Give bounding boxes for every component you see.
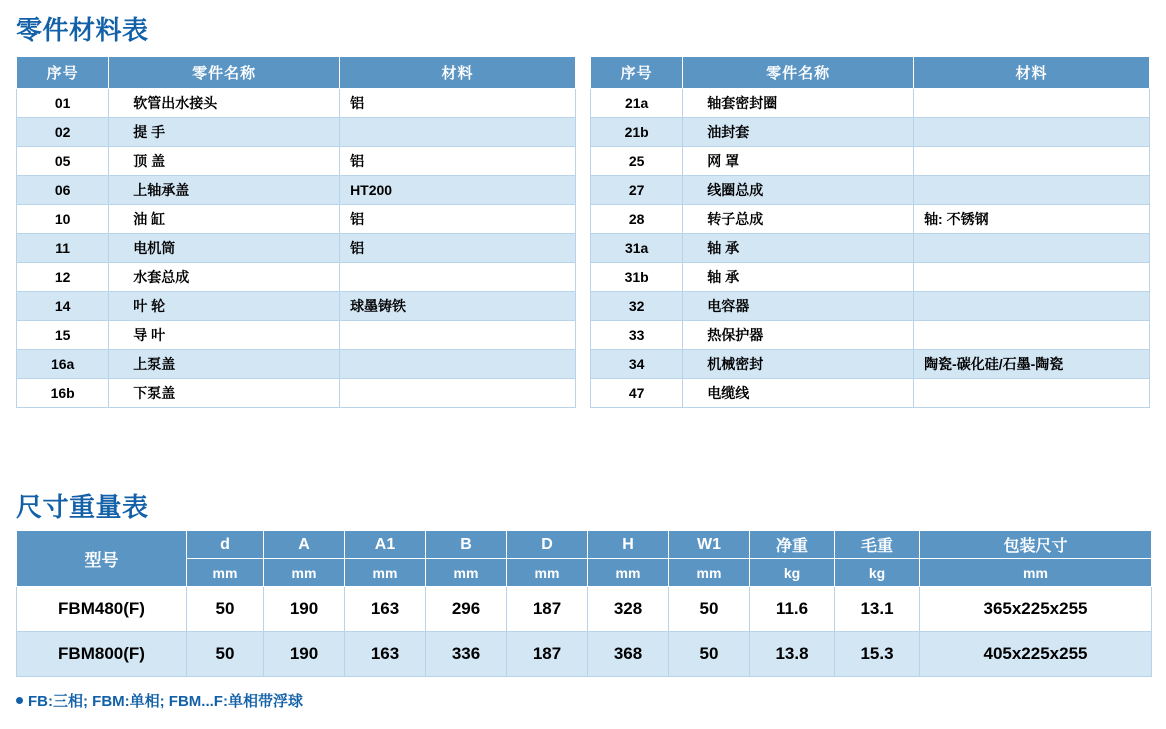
column-header-unit: mm xyxy=(345,559,426,587)
part-name-cell: 油封套 xyxy=(683,118,914,147)
dimensions-table xyxy=(16,530,1152,677)
part-no-cell: 25 xyxy=(591,147,683,176)
table-row xyxy=(17,234,576,263)
column-header-symbol: 净重 xyxy=(750,531,835,559)
part-no-cell: 21b xyxy=(591,118,683,147)
column-header-symbol: H xyxy=(588,531,669,559)
part-material-cell xyxy=(914,321,1150,350)
column-header-unit: mm xyxy=(588,559,669,587)
part-name-cell: 电缆线 xyxy=(683,379,914,408)
dimension-value-cell: 190 xyxy=(264,632,345,677)
parts-section-title: 零件材料表 xyxy=(16,15,149,45)
part-no-cell: 05 xyxy=(17,147,109,176)
table-row xyxy=(591,118,1150,147)
part-name-cell: 轴 承 xyxy=(683,263,914,292)
column-header-unit: mm xyxy=(187,559,264,587)
part-no-cell: 16b xyxy=(17,379,109,408)
table-row xyxy=(591,89,1150,118)
part-name-cell: 电容器 xyxy=(683,292,914,321)
column-header-unit: mm xyxy=(920,559,1152,587)
part-material-cell: 陶瓷-碳化硅/石墨-陶瓷 xyxy=(914,350,1150,379)
column-header-symbol: 包装尺寸 xyxy=(920,531,1152,559)
part-no-cell: 21a xyxy=(591,89,683,118)
parts-table-left xyxy=(16,56,576,408)
model-cell: FBM800(F) xyxy=(17,632,187,677)
column-header-unit: mm xyxy=(264,559,345,587)
table-row xyxy=(17,632,1152,677)
dimension-value-cell: 11.6 xyxy=(750,587,835,632)
dimension-value-cell: 328 xyxy=(588,587,669,632)
table-row xyxy=(591,147,1150,176)
table-row xyxy=(17,263,576,292)
part-name-cell: 软管出水接头 xyxy=(109,89,340,118)
dimension-value-cell: 50 xyxy=(187,587,264,632)
part-no-cell: 31b xyxy=(591,263,683,292)
dimension-value-cell: 50 xyxy=(187,632,264,677)
part-no-cell: 14 xyxy=(17,292,109,321)
part-name-cell: 上泵盖 xyxy=(109,350,340,379)
part-no-cell: 47 xyxy=(591,379,683,408)
table-row xyxy=(591,234,1150,263)
part-material-cell xyxy=(914,292,1150,321)
column-header-symbol: B xyxy=(426,531,507,559)
table-header-row xyxy=(591,57,1150,89)
table-row xyxy=(17,379,576,408)
part-name-cell: 提 手 xyxy=(109,118,340,147)
part-material-cell xyxy=(340,118,576,147)
table-row xyxy=(591,205,1150,234)
table-row xyxy=(17,587,1152,632)
dimension-value-cell: 13.1 xyxy=(835,587,920,632)
part-material-cell xyxy=(914,89,1150,118)
dimension-value-cell: 190 xyxy=(264,587,345,632)
table-row xyxy=(17,89,576,118)
part-no-cell: 12 xyxy=(17,263,109,292)
column-header-unit: mm xyxy=(426,559,507,587)
part-no-cell: 11 xyxy=(17,234,109,263)
column-header-name: 零件名称 xyxy=(109,57,340,89)
dimension-value-cell: 365x225x255 xyxy=(920,587,1152,632)
part-name-cell: 导 叶 xyxy=(109,321,340,350)
part-name-cell: 网 罩 xyxy=(683,147,914,176)
part-material-cell xyxy=(914,263,1150,292)
part-no-cell: 02 xyxy=(17,118,109,147)
part-material-cell: 铝 xyxy=(340,147,576,176)
table-row xyxy=(17,350,576,379)
dimensions-header-symbols xyxy=(17,531,1152,559)
part-no-cell: 15 xyxy=(17,321,109,350)
part-material-cell xyxy=(914,118,1150,147)
part-material-cell: 轴: 不锈钢 xyxy=(914,205,1150,234)
part-no-cell: 34 xyxy=(591,350,683,379)
part-material-cell xyxy=(340,350,576,379)
part-material-cell xyxy=(340,263,576,292)
part-no-cell: 27 xyxy=(591,176,683,205)
part-material-cell: 铝 xyxy=(340,234,576,263)
column-header-symbol: D xyxy=(507,531,588,559)
column-header-unit: mm xyxy=(669,559,750,587)
dimension-value-cell: 368 xyxy=(588,632,669,677)
part-material-cell xyxy=(914,147,1150,176)
part-no-cell: 33 xyxy=(591,321,683,350)
part-no-cell: 01 xyxy=(17,89,109,118)
table-row xyxy=(591,176,1150,205)
dimensions-section-title: 尺寸重量表 xyxy=(16,492,149,522)
dimension-value-cell: 296 xyxy=(426,587,507,632)
column-header-material: 材料 xyxy=(914,57,1150,89)
dimension-value-cell: 405x225x255 xyxy=(920,632,1152,677)
dimension-value-cell: 50 xyxy=(669,632,750,677)
part-name-cell: 电机筒 xyxy=(109,234,340,263)
part-name-cell: 叶 轮 xyxy=(109,292,340,321)
column-header-no: 序号 xyxy=(591,57,683,89)
part-no-cell: 16a xyxy=(17,350,109,379)
table-row xyxy=(17,205,576,234)
part-name-cell: 轴 承 xyxy=(683,234,914,263)
dimension-value-cell: 163 xyxy=(345,632,426,677)
column-header-symbol: d xyxy=(187,531,264,559)
dimensions-header-units xyxy=(17,559,1152,587)
part-material-cell xyxy=(914,176,1150,205)
part-name-cell: 线圈总成 xyxy=(683,176,914,205)
part-no-cell: 31a xyxy=(591,234,683,263)
table-row xyxy=(591,263,1150,292)
part-name-cell: 水套总成 xyxy=(109,263,340,292)
table-row xyxy=(17,147,576,176)
part-material-cell: 球墨铸铁 xyxy=(340,292,576,321)
column-header-model: 型号 xyxy=(17,531,187,587)
column-header-symbol: W1 xyxy=(669,531,750,559)
part-name-cell: 转子总成 xyxy=(683,205,914,234)
dimension-value-cell: 50 xyxy=(669,587,750,632)
dimension-value-cell: 336 xyxy=(426,632,507,677)
table-row xyxy=(17,292,576,321)
part-material-cell: HT200 xyxy=(340,176,576,205)
part-material-cell xyxy=(340,379,576,408)
part-material-cell: 铝 xyxy=(340,89,576,118)
part-material-cell: 铝 xyxy=(340,205,576,234)
part-name-cell: 机械密封 xyxy=(683,350,914,379)
column-header-unit: kg xyxy=(750,559,835,587)
table-row xyxy=(591,292,1150,321)
table-row xyxy=(17,176,576,205)
part-name-cell: 热保护器 xyxy=(683,321,914,350)
dimension-value-cell: 13.8 xyxy=(750,632,835,677)
column-header-unit: kg xyxy=(835,559,920,587)
part-name-cell: 油 缸 xyxy=(109,205,340,234)
column-header-unit: mm xyxy=(507,559,588,587)
table-row xyxy=(17,118,576,147)
footnote-text: FB:三相; FBM:单相; FBM...F:单相带浮球 xyxy=(28,693,303,710)
column-header-material: 材料 xyxy=(340,57,576,89)
dimension-value-cell: 187 xyxy=(507,587,588,632)
column-header-symbol: 毛重 xyxy=(835,531,920,559)
column-header-symbol: A xyxy=(264,531,345,559)
dimension-value-cell: 15.3 xyxy=(835,632,920,677)
part-name-cell: 上轴承盖 xyxy=(109,176,340,205)
table-header-row xyxy=(17,57,576,89)
part-material-cell xyxy=(914,234,1150,263)
column-header-name: 零件名称 xyxy=(683,57,914,89)
dimension-value-cell: 187 xyxy=(507,632,588,677)
part-material-cell xyxy=(914,379,1150,408)
part-no-cell: 28 xyxy=(591,205,683,234)
part-no-cell: 32 xyxy=(591,292,683,321)
column-header-no: 序号 xyxy=(17,57,109,89)
table-row xyxy=(591,321,1150,350)
part-name-cell: 轴套密封圈 xyxy=(683,89,914,118)
bullet-icon xyxy=(16,697,23,704)
column-header-symbol: A1 xyxy=(345,531,426,559)
part-name-cell: 下泵盖 xyxy=(109,379,340,408)
part-material-cell xyxy=(340,321,576,350)
table-row xyxy=(17,321,576,350)
footnote xyxy=(16,690,303,711)
part-no-cell: 10 xyxy=(17,205,109,234)
table-row xyxy=(591,350,1150,379)
dimensions-table-container xyxy=(16,530,1150,677)
table-row xyxy=(591,379,1150,408)
part-no-cell: 06 xyxy=(17,176,109,205)
dimension-value-cell: 163 xyxy=(345,587,426,632)
model-cell: FBM480(F) xyxy=(17,587,187,632)
part-name-cell: 顶 盖 xyxy=(109,147,340,176)
parts-tables-container xyxy=(16,56,1150,408)
parts-table-right xyxy=(590,56,1150,408)
